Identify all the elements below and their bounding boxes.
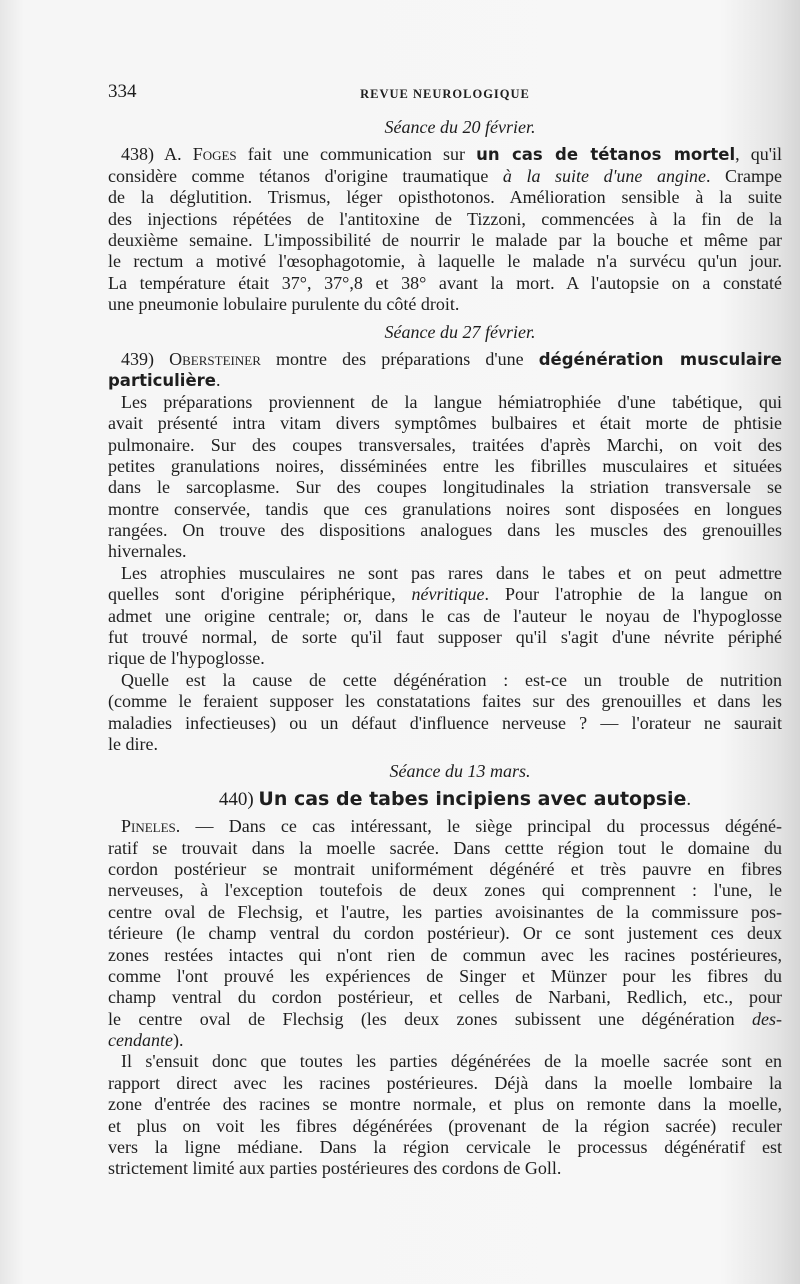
text-run: ). xyxy=(172,1030,184,1051)
text-line xyxy=(108,477,782,498)
text-run: Il s'ensuit donc que toutes les parties dégénérées de la moelle sacrée sont en xyxy=(121,1051,782,1072)
text-run: rangées. On trouve des dispositions analogues dans les muscles des grenouilles xyxy=(108,520,782,541)
text-line xyxy=(108,144,782,165)
text-line xyxy=(108,902,782,923)
text-run: Les atrophies musculaires ne sont pas rares dans le tabes et on peut admettre xyxy=(121,562,782,583)
paragraph xyxy=(108,816,782,1051)
text-run: fait une communication sur xyxy=(236,144,477,165)
text-run: maladies infectieuses) ou un défaut d'influence nerveuse ? — l'orateur ne saurait xyxy=(108,712,782,733)
text-run: vers la ligne médiane. Dans la région cervicale le processus dégénératif est xyxy=(108,1137,782,1158)
italic-text: à la suite d'une angine xyxy=(502,165,706,186)
text-run: petites granulations noires, disséminées entre les fibrilles musculaires et situées xyxy=(108,455,782,476)
text-line xyxy=(108,456,782,477)
text-line xyxy=(108,1094,782,1115)
article-title xyxy=(108,789,782,810)
text-run: 438) A. xyxy=(121,144,193,165)
text-run: montre conservée, tandis que ces granulations noires sont disposées en longues xyxy=(108,498,782,519)
text-line xyxy=(108,880,782,901)
text-line xyxy=(108,209,782,230)
text-run: Quelle est la cause de cette dégénération : est-ce un trouble de nutrition xyxy=(121,669,782,690)
page-number: 334 xyxy=(108,81,137,102)
text-run: , qu'il xyxy=(735,144,782,165)
text-run: cordon postérieur se montrait uniformément dégénéré et très pauvre en fibres xyxy=(108,858,782,879)
text-line xyxy=(108,541,782,562)
text-run: une pneumonie lobulaire purulente du côté droit. xyxy=(108,294,460,315)
text-line xyxy=(108,370,782,391)
text-line xyxy=(108,816,782,837)
text-run: zones restées intactes qui n'ont rien de commun avec les racines postérieures, xyxy=(108,944,782,965)
article-title-text: Un cas de tabes incipiens avec autopsie xyxy=(258,787,687,810)
text-line xyxy=(108,1051,782,1072)
text-run: rapport direct avec les racines postérieures. Déjà dans la moelle lombaire la xyxy=(108,1072,782,1093)
text-run: et plus on voit les fibres dégénérées (provenant de la région sacrée) reculer xyxy=(108,1115,782,1136)
italic-text: des- xyxy=(752,1008,782,1029)
text-run: comme l'ont prouvé les expériences de Singer et Münzer pour les fibres du xyxy=(108,965,782,986)
italic-text: névritique xyxy=(411,584,485,605)
text-run: pulmonaire. Sur des coupes transversales, traitées d'après Marchi, on voit des xyxy=(108,434,782,455)
article-title-end: . xyxy=(686,788,692,810)
text-run: Les préparations proviennent de la langue hémiatrophiée d'une tabétique, qui xyxy=(121,391,782,412)
paragraph xyxy=(108,392,782,563)
running-header xyxy=(108,81,782,103)
text-run: dans le sarcoplasme. Sur des coupes longitudinales la striation transversale se xyxy=(108,477,782,498)
text-run: des injections répétées de l'antitoxine de Tizzoni, commencées à la fin de la xyxy=(108,208,782,229)
text-run: quelles sont d'origine périphérique, xyxy=(108,584,412,605)
session-heading: Séance du 13 mars. xyxy=(389,761,531,782)
text-run: admet une origine centrale; or, dans le cas de l'auteur le noyau de l'hypoglosse xyxy=(108,605,782,626)
paragraph xyxy=(108,670,782,756)
text-run: ratif se trouvait dans la moelle sacrée. Dans cettte région tout le domaine du xyxy=(108,837,782,858)
text-line xyxy=(108,648,782,669)
text-run: le dire. xyxy=(108,733,158,754)
italic-text: cendante xyxy=(108,1030,173,1051)
text-run: La température était 37°, 37°,8 et 38° avant la mort. A l'autopsie on a constaté xyxy=(108,272,782,293)
article-title-number: 440) xyxy=(218,788,259,810)
text-line xyxy=(108,966,782,987)
text-line xyxy=(108,606,782,627)
text-line xyxy=(108,166,782,187)
bold-text: un cas de tétanos mortel xyxy=(476,145,736,165)
text-line xyxy=(108,1073,782,1094)
text-column xyxy=(108,81,782,1180)
text-run: nerveuses, à l'exception toutefois de deux zones qui comprennent : l'une, le xyxy=(108,880,782,901)
paragraph xyxy=(108,144,782,315)
text-run: avait présenté intra vitam divers symptômes bulbaires et était morte de phtisie xyxy=(108,413,782,434)
text-line xyxy=(108,349,782,370)
text-run: deuxième semaine. L'impossibilité de nourrir le malade par la bouche et même par xyxy=(108,229,782,250)
text-run: . Pour l'atrophie de la langue on xyxy=(484,584,782,605)
text-line xyxy=(108,713,782,734)
text-line xyxy=(108,584,782,605)
text-run: strictement limité aux parties postérieures des cordons de Goll. xyxy=(108,1158,562,1179)
small-caps-name: Pineles xyxy=(121,816,176,837)
text-run: rique de l'hypoglosse. xyxy=(108,648,265,669)
text-line xyxy=(108,734,782,755)
text-line xyxy=(108,413,782,434)
text-line xyxy=(108,945,782,966)
bold-text: dégénération musculaire xyxy=(538,349,782,369)
text-run: . xyxy=(215,370,221,391)
text-run: considère comme tétanos d'origine traumatique xyxy=(108,165,503,186)
text-line xyxy=(108,923,782,944)
text-run: . — Dans ce cas intéressant, le siège principal du processus dégéné- xyxy=(175,816,782,837)
text-line xyxy=(108,670,782,691)
text-run: de la déglutition. Trismus, léger opisthotonos. Amélioration sensible à la suite xyxy=(108,187,782,208)
text-run: le rectum a motivé l'œsophagotomie, à laquelle le malade n'a survécu qu'un jour. xyxy=(108,251,782,272)
text-line xyxy=(108,859,782,880)
small-caps-name: Obersteiner xyxy=(169,348,261,369)
text-line xyxy=(108,987,782,1008)
text-run: centre oval de Flechsig, et l'autre, les parties avoisinantes de la commissure pos- xyxy=(108,901,782,922)
text-line xyxy=(108,627,782,648)
text-run: le centre oval de Flechsig (les deux zones subissent une dégénération xyxy=(108,1008,752,1029)
session-heading: Séance du 27 février. xyxy=(384,321,536,342)
paragraph xyxy=(108,563,782,670)
text-line xyxy=(108,435,782,456)
text-run: montre des préparations d'une xyxy=(260,348,539,369)
text-line xyxy=(108,1030,782,1051)
text-run: 439) xyxy=(121,348,170,369)
text-line xyxy=(108,392,782,413)
paragraph xyxy=(108,349,782,392)
text-line xyxy=(108,691,782,712)
text-run: champ ventral du cordon postérieur, et celles de Narbani, Redlich, etc., pour xyxy=(108,987,782,1008)
text-line xyxy=(108,563,782,584)
session-heading: Séance du 20 février. xyxy=(384,117,536,137)
text-line xyxy=(108,499,782,520)
text-line xyxy=(108,251,782,272)
text-line xyxy=(108,1137,782,1158)
text-run: zone d'entrée des racines se montre normale, et plus on remonte dans la moelle, xyxy=(108,1094,782,1115)
text-line xyxy=(108,294,782,315)
text-line xyxy=(108,838,782,859)
text-line xyxy=(108,1116,782,1137)
text-line xyxy=(108,187,782,208)
small-caps-name: Foges xyxy=(192,144,237,165)
text-run: . Crampe xyxy=(705,165,782,186)
text-run: fut trouvé normal, de sorte qu'il faut supposer qu'il s'agit d'une névrite périphé xyxy=(108,627,782,648)
text-run: térieure (le champ ventral du cordon postérieur). Or ce sont justement ces deux xyxy=(108,923,782,944)
text-line xyxy=(108,1158,782,1179)
text-line xyxy=(108,520,782,541)
text-run: hivernales. xyxy=(108,541,187,562)
text-line xyxy=(108,1009,782,1030)
paragraph xyxy=(108,1051,782,1179)
bold-text: particulière xyxy=(108,371,216,391)
text-line xyxy=(108,230,782,251)
text-line xyxy=(108,273,782,294)
journal-title: REVUE NEUROLOGIQUE xyxy=(360,87,530,101)
text-run: (comme le feraient supposer les constatations faites sur des grenouilles et dans les xyxy=(108,691,782,712)
